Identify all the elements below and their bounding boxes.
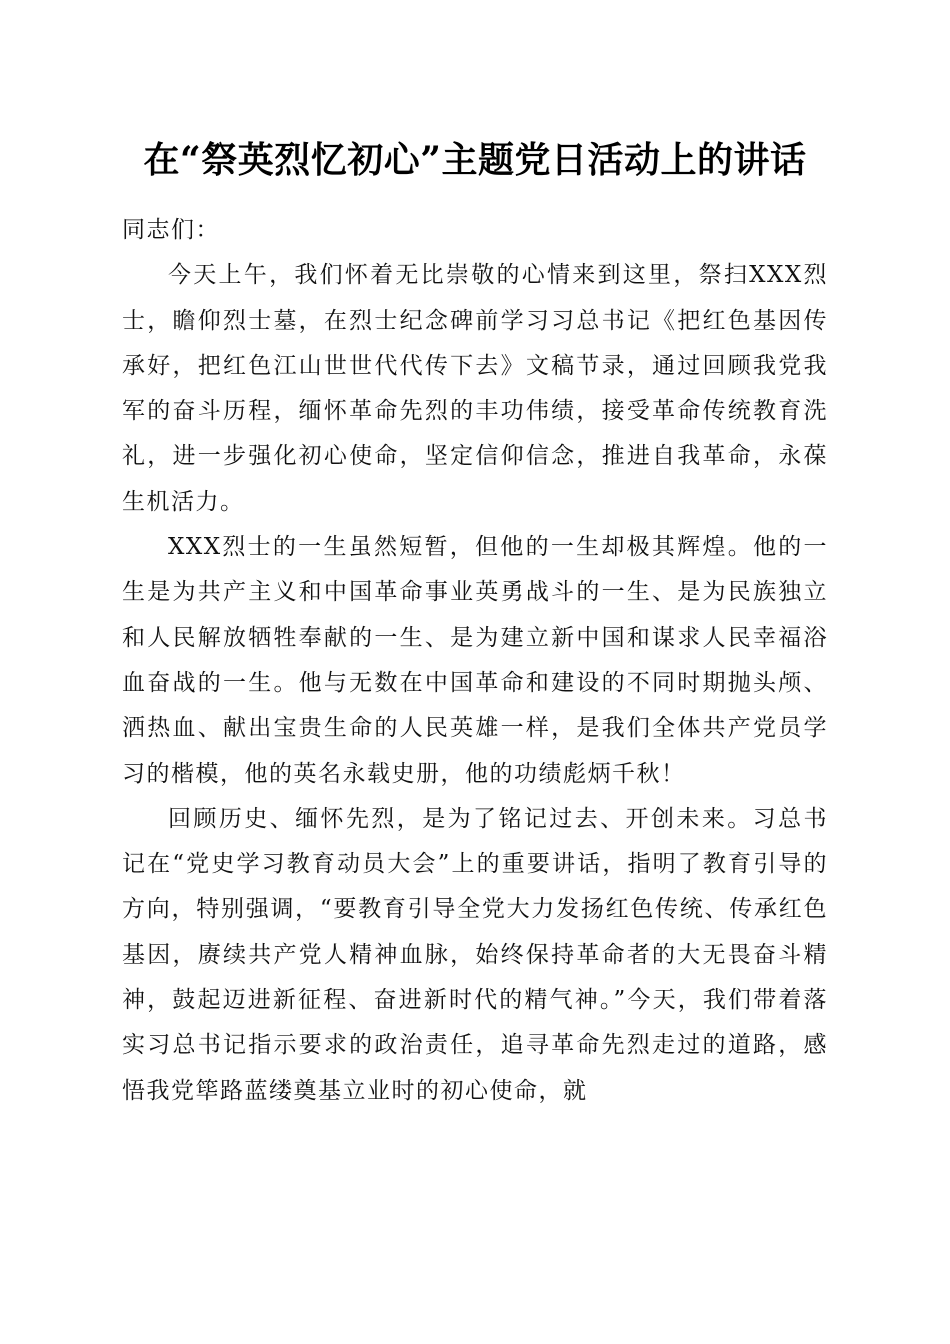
document-body (122, 208, 828, 1114)
paragraph: 今天上午，我们怀着无比崇敬的心情来到这里，祭扫XXX烈士，瞻仰烈士墓，在烈士纪念碑前学习习总书记《把红色基因传承好，把红色江山世世代代传下去》文稿节录，通过回顾我党我军的奋斗历程，缅怀革命先烈的丰功伟绩，接受革命传统教育洗礼，进一步强化初心使命，坚定信仰信念，推进自我革命，永葆生机活力。 (122, 262, 828, 515)
document-title: 在“祭英烈忆初心”主题党日活动上的讲话 (143, 139, 807, 181)
paragraph: XXX烈士的一生虽然短暂，但他的一生却极其辉煌。他的一生是为共产主义和中国革命事业英勇战斗的一生、是为民族独立和人民解放牺牲奉献的一生、是为建立新中国和谋求人民幸福浴血奋战的一生。他与无数在中国革命和建设的不同时期抛头颅、洒热血、献出宝贵生命的人民英雄一样，是我们全体共产党员学习的楷模，他的英名永载史册，他的功绩彪炳千秋！ (122, 534, 828, 787)
salutation: 同志们： (122, 217, 220, 243)
paragraph: 回顾历史、缅怀先烈，是为了铭记过去、开创未来。习总书记在“党史学习教育动员大会”上的重要讲话，指明了教育引导的方向，特别强调，“要教育引导全党大力发扬红色传统、传承红色基因，赓续共产党人精神血脉，始终保持革命者的大无畏奋斗精神，鼓起迈进新征程、奋进新时代的精气神。”今天，我们带着落实习总书记指示要求的政治责任，追寻革命先烈走过的道路，感悟我党筚路蓝缕奠基立业时的初心使命，就 (122, 805, 828, 1104)
